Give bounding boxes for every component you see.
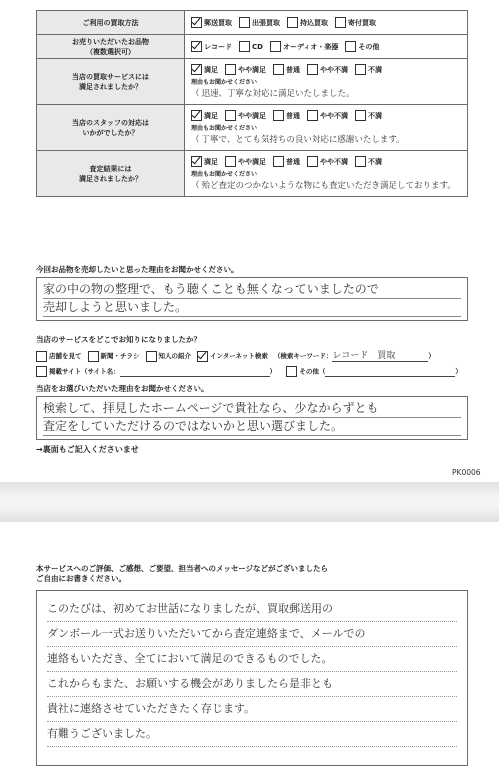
option-label: 郵送買取 bbox=[204, 18, 232, 27]
keyword-label: （検索キーワード： bbox=[273, 352, 333, 360]
back-comment-box bbox=[36, 590, 468, 766]
option bbox=[225, 112, 266, 120]
option-label: やや不満 bbox=[320, 65, 348, 74]
checked-checkbox[interactable] bbox=[191, 41, 202, 52]
comment-text: 迅速、丁寧な対応に満足いたしました。 bbox=[201, 89, 355, 99]
turn-over-note: →裏面もご記入くださいませ bbox=[36, 445, 139, 454]
option bbox=[191, 66, 218, 74]
handwritten-line: 検索して、拝見したホームページで貴社なら、少なからずとも bbox=[43, 400, 461, 418]
checkbox[interactable] bbox=[307, 156, 318, 167]
answer-cell bbox=[185, 35, 468, 59]
choice-question-title: 当店をお選びいただいた理由をお聞かせください。 bbox=[36, 384, 209, 393]
back-title-line2: ご自由にお書きください。 bbox=[36, 574, 126, 583]
option bbox=[239, 19, 280, 27]
checkbox[interactable] bbox=[335, 17, 346, 28]
option-label: やや満足 bbox=[238, 157, 266, 166]
handwritten-line: このたびは、初めてお世話になりましたが、買取郵送用の bbox=[47, 597, 457, 622]
source-options-row bbox=[36, 348, 486, 362]
open-paren: （ bbox=[191, 135, 200, 145]
source-option bbox=[36, 352, 82, 360]
survey-table bbox=[36, 10, 468, 197]
option-label: やや不満 bbox=[320, 111, 348, 120]
option bbox=[287, 19, 328, 27]
handwritten-line: これからもまた、お願いする機会がありましたら是非とも bbox=[47, 672, 457, 697]
option bbox=[273, 66, 300, 74]
option-label: 満足 bbox=[204, 157, 218, 166]
question-label: 当店の買取サービスには 満足されましたか？ bbox=[37, 59, 185, 105]
checkbox[interactable] bbox=[307, 110, 318, 121]
checked-checkbox[interactable] bbox=[191, 110, 202, 121]
source-option bbox=[88, 352, 140, 360]
checkbox[interactable] bbox=[146, 351, 157, 362]
option-label: やや満足 bbox=[238, 65, 266, 74]
checked-checkbox[interactable] bbox=[191, 17, 202, 28]
answer-cell bbox=[185, 151, 468, 197]
option bbox=[191, 43, 232, 51]
site-checkbox[interactable] bbox=[36, 366, 47, 377]
other-label: その他（ bbox=[299, 367, 326, 376]
comment-text: 殆ど査定のつかないような物にも査定いただき満足しております。 bbox=[201, 181, 456, 191]
handwritten-comment bbox=[191, 133, 461, 145]
option-label: やや不満 bbox=[320, 157, 348, 166]
answer-cell bbox=[185, 11, 468, 35]
source-other-row bbox=[36, 366, 486, 377]
checked-checkbox[interactable] bbox=[191, 156, 202, 167]
question-label: ご利用の買取方法 bbox=[37, 11, 185, 35]
option bbox=[307, 112, 348, 120]
keyword-close: ） bbox=[428, 352, 435, 360]
choice-answer-box bbox=[36, 396, 468, 440]
option bbox=[191, 19, 232, 27]
option bbox=[355, 112, 382, 120]
option bbox=[191, 158, 218, 166]
option bbox=[355, 66, 382, 74]
option bbox=[270, 43, 338, 51]
option-label: やや満足 bbox=[238, 111, 266, 120]
keyword-field[interactable]: レコード 買取 bbox=[332, 348, 428, 362]
option bbox=[225, 158, 266, 166]
checked-checkbox[interactable] bbox=[191, 64, 202, 75]
option-label: 普通 bbox=[286, 157, 300, 166]
rating-options bbox=[191, 17, 461, 28]
checkbox[interactable] bbox=[355, 156, 366, 167]
source-option bbox=[146, 352, 192, 360]
table-row bbox=[37, 59, 468, 105]
option-label: 新聞・チラシ bbox=[100, 352, 140, 360]
option-label: その他 bbox=[358, 42, 380, 51]
other-close: ） bbox=[455, 367, 462, 376]
answer-cell bbox=[185, 59, 468, 105]
option-label: レコード bbox=[204, 42, 232, 51]
checkbox[interactable] bbox=[355, 64, 366, 75]
option-label: 知人の紹介 bbox=[158, 352, 191, 360]
checkbox[interactable] bbox=[287, 17, 298, 28]
page-separator bbox=[0, 482, 499, 522]
option bbox=[355, 158, 382, 166]
checkbox[interactable] bbox=[307, 64, 318, 75]
checked-checkbox[interactable] bbox=[197, 351, 208, 362]
option bbox=[273, 158, 300, 166]
reason-question-title: 今回お品物を売却したいと思った理由をお聞かせください。 bbox=[36, 265, 239, 274]
option-label: 不満 bbox=[368, 111, 382, 120]
table-row bbox=[37, 151, 468, 197]
table-row bbox=[37, 105, 468, 151]
source-option bbox=[197, 352, 268, 360]
handwritten-line: 連絡もいただき、全てにおいて満足のできるものでした。 bbox=[47, 647, 457, 672]
option bbox=[345, 43, 379, 51]
checkbox[interactable] bbox=[345, 41, 356, 52]
back-sheet bbox=[0, 522, 499, 778]
form-code: PK0006 bbox=[452, 468, 481, 477]
question-label: お売りいただいたお品物 （複数選択可） bbox=[37, 35, 185, 59]
handwritten-line: 家の中の物の整理で、もう聴くことも無くなっていましたので bbox=[43, 281, 461, 299]
option bbox=[225, 66, 266, 74]
option-label: 不満 bbox=[368, 157, 382, 166]
option-label: 店舗を見て bbox=[49, 352, 82, 360]
handwritten-line: 貴社に連絡させていただきたく存じます。 bbox=[47, 697, 457, 722]
option-label: 出張買取 bbox=[252, 18, 280, 27]
checkbox[interactable] bbox=[270, 41, 281, 52]
checkbox[interactable] bbox=[273, 64, 284, 75]
other-field[interactable] bbox=[325, 368, 455, 377]
option bbox=[191, 112, 218, 120]
back-title-line1: 本サービスへのご評価、ご感想、ご要望、担当者へのメッセージなどがございましたら bbox=[36, 564, 329, 573]
question-label: 査定結果には 満足されましたか？ bbox=[37, 151, 185, 197]
open-paren: （ bbox=[191, 181, 200, 191]
handwritten-comment bbox=[191, 179, 461, 191]
open-paren: （ bbox=[191, 89, 200, 99]
other-checkbox[interactable] bbox=[286, 366, 297, 377]
answer-cell bbox=[185, 105, 468, 151]
option-label: 不満 bbox=[368, 65, 382, 74]
checkbox[interactable] bbox=[273, 110, 284, 121]
option-label: 持込買取 bbox=[300, 18, 328, 27]
option-label: 寄付買取 bbox=[348, 18, 376, 27]
source-question-title: 当店のサービスをどこでお知りになりましたか？ bbox=[36, 335, 201, 344]
checkbox[interactable] bbox=[225, 64, 236, 75]
handwritten-line: ダンボール一式お送りいただいてから査定連絡まで、メールでの bbox=[47, 622, 457, 647]
checkbox[interactable] bbox=[355, 110, 366, 121]
reason-prompt: 理由もお聞かせください bbox=[191, 171, 258, 178]
rating-options bbox=[191, 64, 461, 75]
site-close: ） bbox=[269, 367, 277, 376]
reason-prompt: 理由もお聞かせください bbox=[191, 125, 258, 132]
checkbox[interactable] bbox=[273, 156, 284, 167]
checkbox[interactable] bbox=[36, 351, 47, 362]
option bbox=[273, 112, 300, 120]
checkbox[interactable] bbox=[225, 156, 236, 167]
option-label: 普通 bbox=[286, 65, 300, 74]
checkbox[interactable] bbox=[88, 351, 99, 362]
rating-options bbox=[191, 41, 461, 52]
reason-prompt: 理由もお聞かせください bbox=[191, 79, 258, 86]
option bbox=[307, 158, 348, 166]
option bbox=[335, 19, 376, 27]
option bbox=[239, 43, 263, 51]
rating-options bbox=[191, 110, 461, 121]
table-row bbox=[37, 35, 468, 59]
option-label: 普通 bbox=[286, 111, 300, 120]
checkbox[interactable] bbox=[225, 110, 236, 121]
checkbox[interactable] bbox=[239, 17, 250, 28]
checkbox[interactable] bbox=[239, 41, 250, 52]
handwritten-comment bbox=[191, 87, 461, 99]
reason-answer-box bbox=[36, 277, 468, 321]
option-label: インターネット検索 bbox=[210, 352, 268, 360]
option-label: オーディオ・楽器 bbox=[282, 42, 339, 51]
option bbox=[307, 66, 348, 74]
handwritten-line: 売却しようと思いました。 bbox=[43, 299, 461, 317]
site-label: 掲載サイト（サイト名： bbox=[49, 367, 120, 376]
option-label: 満足 bbox=[204, 65, 218, 74]
table-row bbox=[37, 11, 468, 35]
back-question-title bbox=[36, 564, 476, 584]
comment-text: 丁寧で、とても気持ちの良い対応に感謝いたします。 bbox=[201, 135, 405, 145]
rating-options bbox=[191, 156, 461, 167]
handwritten-line: 査定をしていただけるのではないかと思い選びました。 bbox=[43, 418, 461, 436]
option-label: CD bbox=[252, 42, 263, 51]
site-name-field[interactable] bbox=[120, 368, 270, 377]
handwritten-line: 有難うございました。 bbox=[47, 722, 457, 747]
question-label: 当店のスタッフの対応は いかがでしたか？ bbox=[37, 105, 185, 151]
option-label: 満足 bbox=[204, 111, 218, 120]
